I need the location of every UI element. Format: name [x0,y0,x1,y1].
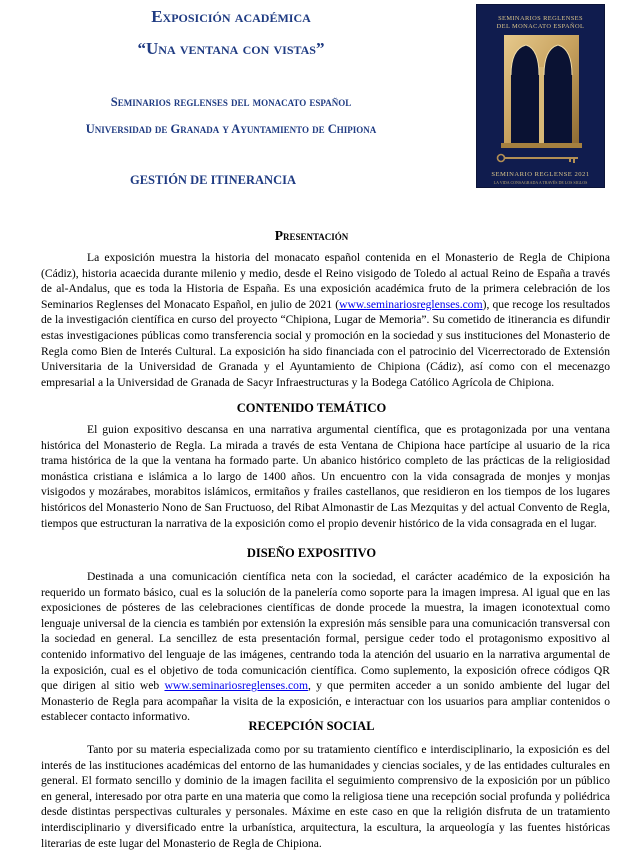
paragraph-contenido: El guion expositivo descansa en una narrativa argumental científica, que es protagonizada por una ventana histórica del Monasterio de Regla. La mirada a través de esta Ventana de Chipiona hace partícipe al usuario de la rica trama histórica de la que la ventana ha formado parte. Un abanico histórico completo de las prácticas de la religiosidad monástica cristiana e islámica a lo largo de 1400 años. Un encuentro con la vida consagrada de monjes y monjas visigodos y mozárabes, morabitos islámicos, ermitaños y frailes castellanos, que residieron en los tiempos de los lugares históricos del Monasterio Nono de San Fructuoso, del Ribat Almonastir de Las Mezquitas y del actual Convento de Regla, tiempos que estructuran la narrativa de la exposición como el propio devenir histórico de la vida consagrada en el lugar. [41,423,610,530]
section-heading-presentacion: Presentación [274,228,349,243]
paragraph-recepcion: Tanto por su materia especializada como por su tratamiento científico e interdisciplinario, la exposición es del interés de las instituciones académicas del entorno de las humanidades y ciencias sociales, y de las entidades culturales en general. El formato sencillo y dominio de la imagen facilita el seguimiento comprensivo de la exposición por un público en general, interesado por otra parte en una materia que como la religiosa tiene una recepción social profunda y poliédrica desde distintas perspectivas culturales y personales. Máxime en este caso en que la religión disfruta de un tratamiento interdisciplinario y diversificado entre la urbanística, arquitectura, la escultura, la arqueología y las fuentes históricas literarias de este lugar del Monasterio de Regla de Chipiona. [41,743,610,850]
paragraph-diseno [41,569,610,725]
cover-image [476,4,605,188]
paragraph-diseno-text-a: Destinada a una comunicación científica neta con la sociedad, el carácter académico de la exposición ha requerido un formato básico, cual es la solución de la panelería como soporte para la imagen impresa. Al igual que en las exposiciones de pósteres de las celebraciones científicas de donde procede la muestra, la imagen iconotextual como lenguaje universal de la ciencia es también por extensión la expresión más sensible para una comunicación transversal con la sociedad en general. La sencillez de esta presentación formal, persigue ceder todo el protagonismo expositivo al contenido informativo del lenguaje de las imágenes, centrando toda la atención del usuario en la narrativa argumental de la exposición, cual es el objetivo de toda comunicación científica. Como suplemento, la exposición ofrece códigos QR que dirigen al sitio web [41,570,610,693]
double-arch-window-icon [477,5,605,188]
seminarios-website-link-2[interactable]: www.seminariosreglenses.com [164,679,308,693]
paragraph-diseno-text-b: , y que permiten acceder a un sonido ambiente del lugar del Monasterio de Regla para acompañar la visita de la exposición, e interactuar con los usuarios para ampliar contenidos o establecer contacto informativo. [41,679,610,724]
cover-seminar-subtitle: LA VIDA CONSAGRADA A TRAVÉS DE LOS SIGLOS [493,180,588,185]
paragraph-presentacion [41,250,610,390]
subtitle-seminarios: Seminarios reglenses del monacato español [110,95,352,109]
section-heading-contenido: CONTENIDO TEMÁTICO [236,401,387,415]
subtitle-gestion: GESTIÓN DE ITINERANCIA [129,173,296,187]
cover-title-line1: SEMINARIOS REGLENSES [498,15,583,22]
cover-title-line2: DEL MONACATO ESPAÑOL [496,23,585,30]
seminarios-website-link[interactable]: www.seminariosreglenses.com [339,297,483,311]
section-heading-diseno: DISEÑO EXPOSITIVO [246,546,377,560]
paragraph-presentacion-text-a: La exposición muestra la historia del monacato español contenida en el Monasterio de Regla de Chipiona (Cádiz), historia acaecida durante milenio y medio, desde el Reino visigodo de Toledo al actual Reino de España a través de al-Andalus, que es toda la Historia de España. Es una exposición académica fruto de la primera celebración de los Seminarios Reglenses del Monacato Español, en julio de 2021 ( [41,251,610,311]
paragraph-presentacion-text-b: ), que recoge los resultados de la investigación científica en curso del proyecto “Chipiona, Lugar de Memoria”. Su cometido de itinerancia es difundir estas investigaciones públicas como transferencia social y promoción en la sociedad y sus instituciones del Monasterio de Regla como Bien de Interés Cultural. La exposición ha sido financiada con el patrocinio del Vicerrectorado de Extensión Universitaria de la Universidad de Granada y el Ayuntamiento de Chipiona (Cádiz), así como con el mecenazgo empresarial a la Universidad de Granada de Sacyr Infraestructuras y la Bodega Católico Agrícola de Chipiona. [41,297,610,389]
document-title-line1: Exposición académica [151,7,311,26]
document-title-line2: “Una ventana con vistas” [137,39,325,58]
subtitle-universidad: Universidad de Granada y Ayuntamiento de Chipiona [85,122,377,136]
section-heading-recepcion: RECEPCIÓN SOCIAL [248,719,375,733]
cover-seminar-year: SEMINARIO REGLENSE 2021 [491,171,590,178]
